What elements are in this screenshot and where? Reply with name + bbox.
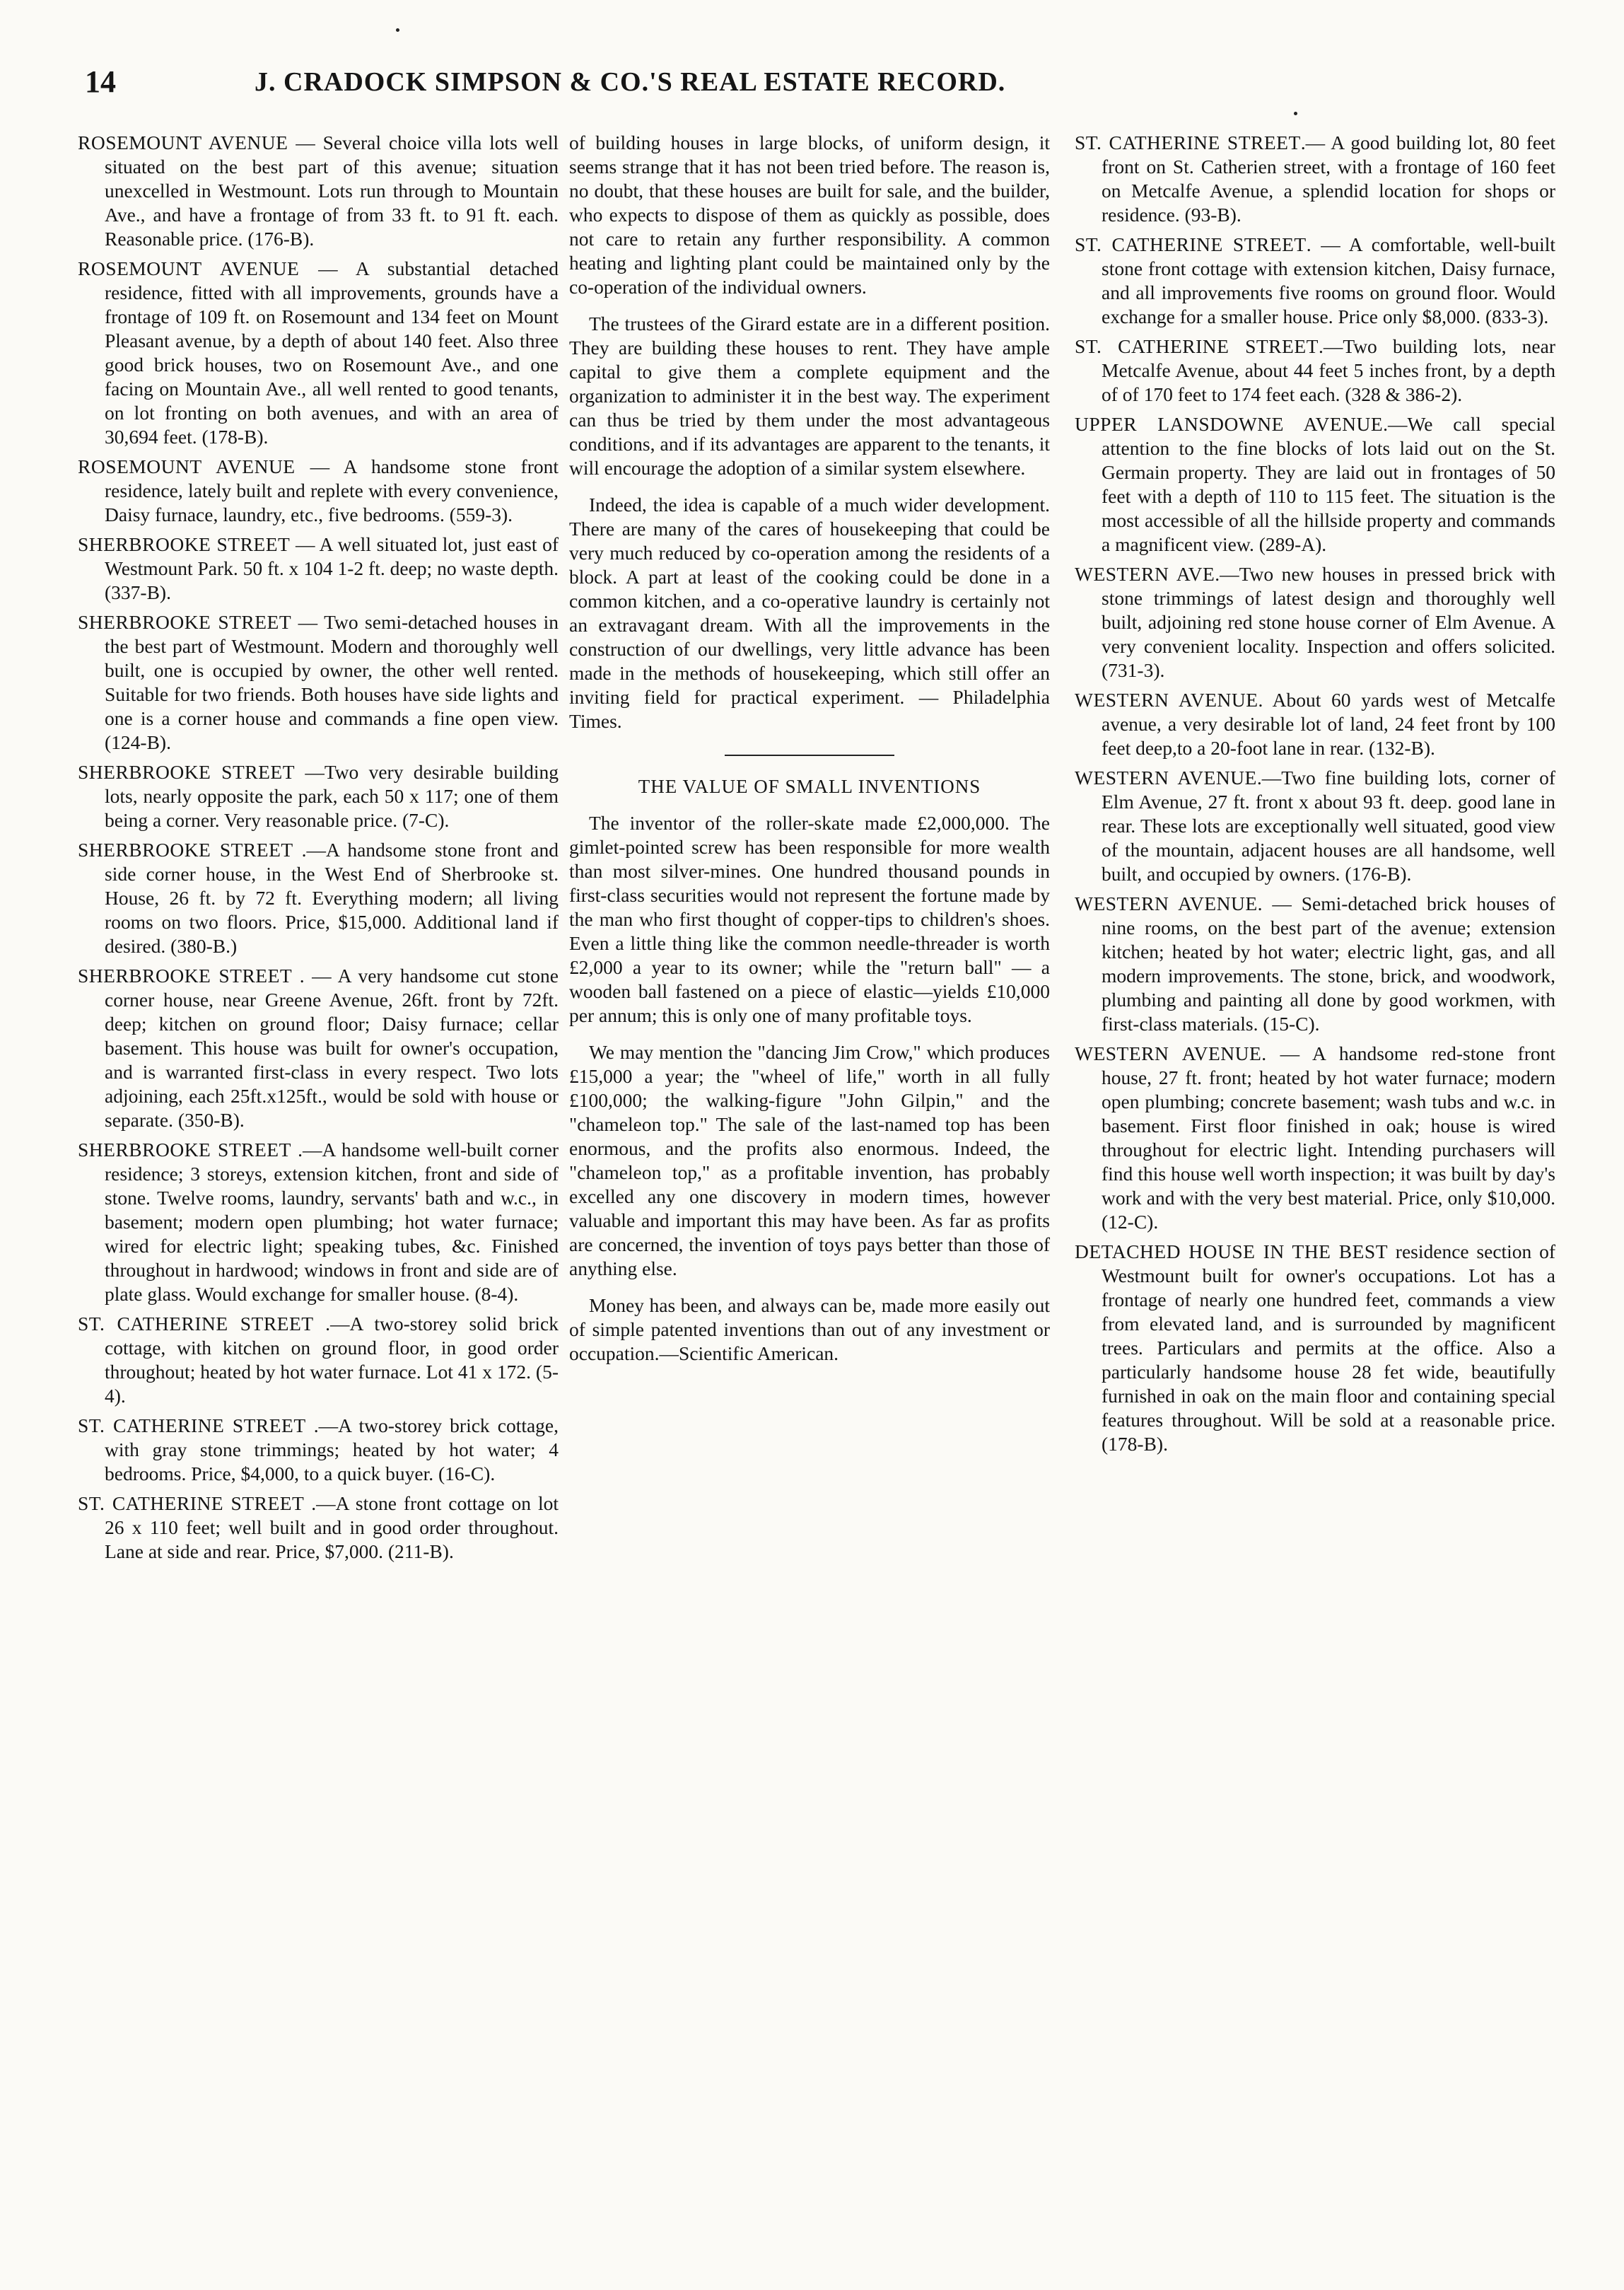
listing-body: . — Semi-detached brick houses of nine rooms, on the best part of the avenue; extension kitchen; heated by hot water; electric light, gas, and all modern improvements. The stone, brick, and woodwork, plumbing and painting all done by good workmen, with first-class materials. (15-C). — [1102, 893, 1555, 1035]
listing-entry — [78, 610, 559, 755]
listing-body: .—A handsome well-built corner residence; 3 storeys, extension kitchen, front and side of stone. Twelve rooms, laundry, servants' bath and w.c., in basement; modern open plumbing; hot water furnace; wired for electric light; speaking tubes, &c. Finished throughout in hardwood; windows in front and side are of plate glass. Would exchange for smaller house. (8-4). — [105, 1139, 559, 1305]
listing-entry — [78, 533, 559, 605]
listing-body: — A well situated lot, just east of Westmount Park. 50 ft. x 104 1-2 ft. deep; no waste depth. (337-B). — [105, 533, 559, 603]
listing-body: .— A good building lot, 80 feet front on St. Catherien street, with a frontage of 160 feet on Metcalfe Avenue, a splendid location for shops or residence. (93-B). — [1102, 132, 1555, 226]
article-paragraph: of building houses in large blocks, of uniform design, it seems strange that it has not been tried before. The reason is, no doubt, that these houses are built for sale, and the builder, who expects to dispose of them as quickly as possible, does not care to retain any further responsibility. A common heating and lighting plant could be maintained only by the co-operation of the individual owners. — [569, 132, 1050, 298]
listing-heading: DETACHED HOUSE IN THE BEST — [1075, 1240, 1388, 1262]
listing-heading: WESTERN AVENUE — [1075, 767, 1257, 789]
listing-entry — [1075, 1240, 1555, 1456]
listing-heading: ROSEMOUNT AVENUE — [78, 132, 288, 153]
listing-body: .—Two new houses in pressed brick with stone trimmings of latest design and thoroughly well built, adjoining red stone house corner of Elm Avenue. A very convenient locality. Inspection and offers solicited. (731-3). — [1102, 563, 1555, 681]
listing-entry — [1075, 892, 1555, 1036]
page-number: 14 — [85, 64, 116, 99]
listing-heading: WESTERN AVENUE — [1075, 1042, 1262, 1064]
listing-body: — A handsome stone front residence, lately built and replete with every convenience, Daisy furnace, laundry, etc., five bedrooms. (559-3). — [105, 455, 559, 525]
middle-column-article — [569, 131, 1050, 1378]
listing-entry — [78, 131, 559, 251]
listing-entry — [1075, 766, 1555, 886]
listing-body: .—We call special attention to the fine blocks of lots laid out on the St. Germain property. They are laid out in frontages of 50 feet with a depth of 110 to 115 feet. The situation is the most accessible of all the hillside property and commands a magnificent view. (289-A). — [1102, 413, 1555, 555]
listing-entry — [78, 1414, 559, 1486]
listing-entry — [1075, 688, 1555, 760]
listing-body: —Two very desirable building lots, nearly opposite the park, each 50 x 117; one of them being a corner. Very reasonable price. (7-C). — [105, 761, 559, 831]
section-divider — [725, 755, 894, 756]
listing-heading: SHERBROOKE STREET — [78, 533, 291, 555]
listing-heading: SHERBROOKE STREET — [78, 761, 295, 783]
listing-heading: WESTERN AVENUE — [1075, 893, 1258, 914]
listing-body: .—Two fine building lots, corner of Elm Avenue, 27 ft. front x about 93 ft. deep. good lane in rear. These lots are exceptionally well situated, good view of the mountain, adjacent houses are all handsome, well built, and occupied by owners. (176-B). — [1102, 767, 1555, 885]
listing-entry — [1075, 335, 1555, 407]
listing-heading: WESTERN AVENUE — [1075, 689, 1258, 711]
listing-body: .—A two-storey solid brick cottage, with kitchen on ground floor, in good order throughout; heated by hot water furnace. Lot 41 x 172. (5-4). — [105, 1313, 559, 1407]
listing-heading: ST. CATHERINE STREET — [78, 1414, 306, 1436]
article-paragraph: Indeed, the idea is capable of a much wider development. There are many of the cares of housekeeping that could be very much reduced by co-operation among the residents of a block. A part at least of the cooking could be done in a common kitchen, and a co-operative laundry is certainly not an extravagant dream. With all the improvements in the construction of our dwellings, very little advance has been made in the methods of housekeeping, which still offer an inviting field for practical experiment. — Philadelphia Times. — [569, 494, 1050, 732]
article-paragraph: We may mention the "dancing Jim Crow," which produces £15,000 a year; the "wheel of life," worth in all fully £100,000; the walking-figure "John Gilpin," and the "chameleon top." The sale of the last-named top has been enormous, and the profits also enormous. Indeed, the "chameleon top," as a profitable invention, has probably excelled any one discovery in modern times, however valuable and important this may have been. As far as profits are concerned, the invention of toys pays better than those of anything else. — [569, 1041, 1050, 1279]
listing-entry — [78, 838, 559, 958]
page-header — [85, 64, 1188, 106]
listing-entry — [78, 1138, 559, 1306]
listing-body: . — A handsome red-stone front house, 27 ft. front; heated by hot water furnace; modern open plumbing; concrete basement; wash tubs and w.c. in basement. First floor finished in oak; house is wired throughout for electric light. Intending purchasers will find this house well worth inspection; it was built by day's work and with the very best material. Price, only $10,000. (12-C). — [1102, 1042, 1555, 1233]
listing-heading: SHERBROOKE STREET — [78, 611, 292, 633]
listing-body: residence section of Westmount built for owner's occupations. Lot has a frontage of nearly one hundred feet, commands a view from elevated land, and is surrounded by magnificent trees. Particulars and permits at the office. Also a particularly handsome house 28 fet wide, beautifully furnished in oak on the main floor and containing special features throughout. Will be sold at a reasonable price. (178-B). — [1102, 1240, 1555, 1455]
listing-heading: ST. CATHERINE STREET — [1075, 132, 1301, 153]
article-paragraph: The inventor of the roller-skate made £2,000,000. The gimlet-pointed screw has been responsible for more wealth than most silver-mines. One hundred thousand pounds in first-class securities would not represent the fortune made by the man who first thought of copper-tips to children's shoes. Even a little thing like the common needle-threader is worth £2,000 a year to its owner; while the "return ball" — a wooden ball fastened on a piece of elastic—yields £10,000 per annum; this is only one of many profitable toys. — [569, 812, 1050, 1026]
print-speck — [1294, 112, 1297, 115]
listing-entry — [78, 760, 559, 832]
listing-heading: ST. CATHERINE STREET — [1075, 233, 1307, 255]
listing-body: .—A stone front cottage on lot 26 x 110 feet; well built and in good order throughout. Lane at side and rear. Price, $7,000. (211-B). — [105, 1492, 559, 1562]
listing-body: . — A comfortable, well-built stone front cottage with extension kitchen, Daisy furnace, and all improvements five rooms on ground floor. Would exchange for a smaller house. Price only $8,000. (833-3). — [1102, 233, 1555, 327]
article-paragraph: Money has been, and always can be, made more easily out of simple patented inventions than out of any investment or occupation.—Scientific American. — [569, 1294, 1050, 1364]
listing-body: .—A handsome stone front and side corner house, in the West End of Sherbrooke st. House, 26 ft. by 72 ft. Everything modern; all living rooms on two floors. Price, $15,000. Additional land if desired. (380-B.) — [105, 839, 559, 957]
listing-entry — [78, 1492, 559, 1564]
listing-body: — A substantial detached residence, fitted with all improvements, grounds have a frontage of 109 ft. on Rosemount and 134 feet on Mount Pleasant avenue, by a depth of about 140 feet. Also three good brick houses, two on Rosemount Ave., and one facing on Mountain Ave., all well rented to good tenants, on lot fronting on both avenues, and with an area of 30,694 feet. (178-B). — [105, 257, 559, 448]
listing-entry — [1075, 412, 1555, 557]
listing-heading: SHERBROOKE STREET — [78, 839, 293, 861]
article-paragraph: The trustees of the Girard estate are in a different position. They are building these houses to rent. They have ample capital to give them a complete equipment and the organization to administer it in the best way. The experiment can thus be tried by them under the most advantageous conditions, and if its advantages are apparent to the tenants, it will encourage the adoption of a similar system elsewhere. — [569, 313, 1050, 479]
listing-entry — [1075, 131, 1555, 227]
listing-entry — [1075, 562, 1555, 682]
listing-heading: UPPER LANSDOWNE AVENUE — [1075, 413, 1384, 435]
listing-heading: ST. CATHERINE STREET — [1075, 335, 1319, 357]
article-title: THE VALUE OF SMALL INVENTIONS — [638, 776, 981, 797]
listing-body: — Several choice villa lots well situated on the best part of this avenue; situation unexcelled in Westmount. Lots run through to Mountain Ave., and have a frontage of from 33 ft. to 91 ft. each. Reasonable price. (176-B). — [105, 132, 559, 250]
listing-heading: SHERBROOKE STREET — [78, 1139, 291, 1161]
listing-body: . About 60 yards west of Metcalfe avenue, a very desirable lot of land, 24 feet front by 100 feet deep,to a 20-foot lane in rear. (132-B). — [1102, 689, 1555, 759]
right-column-listings — [1075, 131, 1555, 1462]
listing-heading: WESTERN AVE — [1075, 563, 1215, 585]
listing-heading: ROSEMOUNT AVENUE — [78, 455, 296, 477]
listing-body: — Two semi-detached houses in the best part of Westmount. Modern and thoroughly well built, one is occupied by owner, the other well rented. Suitable for two friends. Both houses have side lights and one is a corner house and commands a fine open view. (124-B). — [105, 611, 559, 753]
listing-entry — [78, 455, 559, 527]
listing-heading: ST. CATHERINE STREET — [78, 1492, 305, 1514]
listing-heading: ROSEMOUNT AVENUE — [78, 257, 300, 279]
listing-entry — [78, 257, 559, 449]
listing-heading: SHERBROOKE STREET — [78, 965, 293, 987]
listing-entry — [1075, 233, 1555, 329]
listing-entry — [78, 1312, 559, 1408]
left-column-listings — [78, 131, 559, 1569]
listing-entry — [78, 964, 559, 1132]
running-title: J. CRADOCK SIMPSON & CO.'S REAL ESTATE RECORD. — [255, 67, 1006, 97]
listing-body: .—Two building lots, near Metcalfe Avenue, about 44 feet 5 inches front, by a depth of of 170 feet to 174 feet each. (328 & 386-2). — [1102, 335, 1555, 405]
listing-body: . — A very handsome cut stone corner house, near Greene Avenue, 26ft. front by 72ft. deep; kitchen on ground floor; Daisy furnace; cellar basement. This house was built for owner's occupation, and is warranted first-class in every respect. Two lots adjoining, each 25ft.x125ft., would be sold with house or separate. (350-B). — [105, 965, 559, 1131]
listing-body: .—A two-storey brick cottage, with gray stone trimmings; heated by hot water; 4 bedrooms. Price, $4,000, to a quick buyer. (16-C). — [105, 1414, 559, 1484]
print-speck — [396, 28, 399, 32]
listing-heading: ST. CATHERINE STREET — [78, 1313, 314, 1335]
listing-entry — [1075, 1042, 1555, 1234]
